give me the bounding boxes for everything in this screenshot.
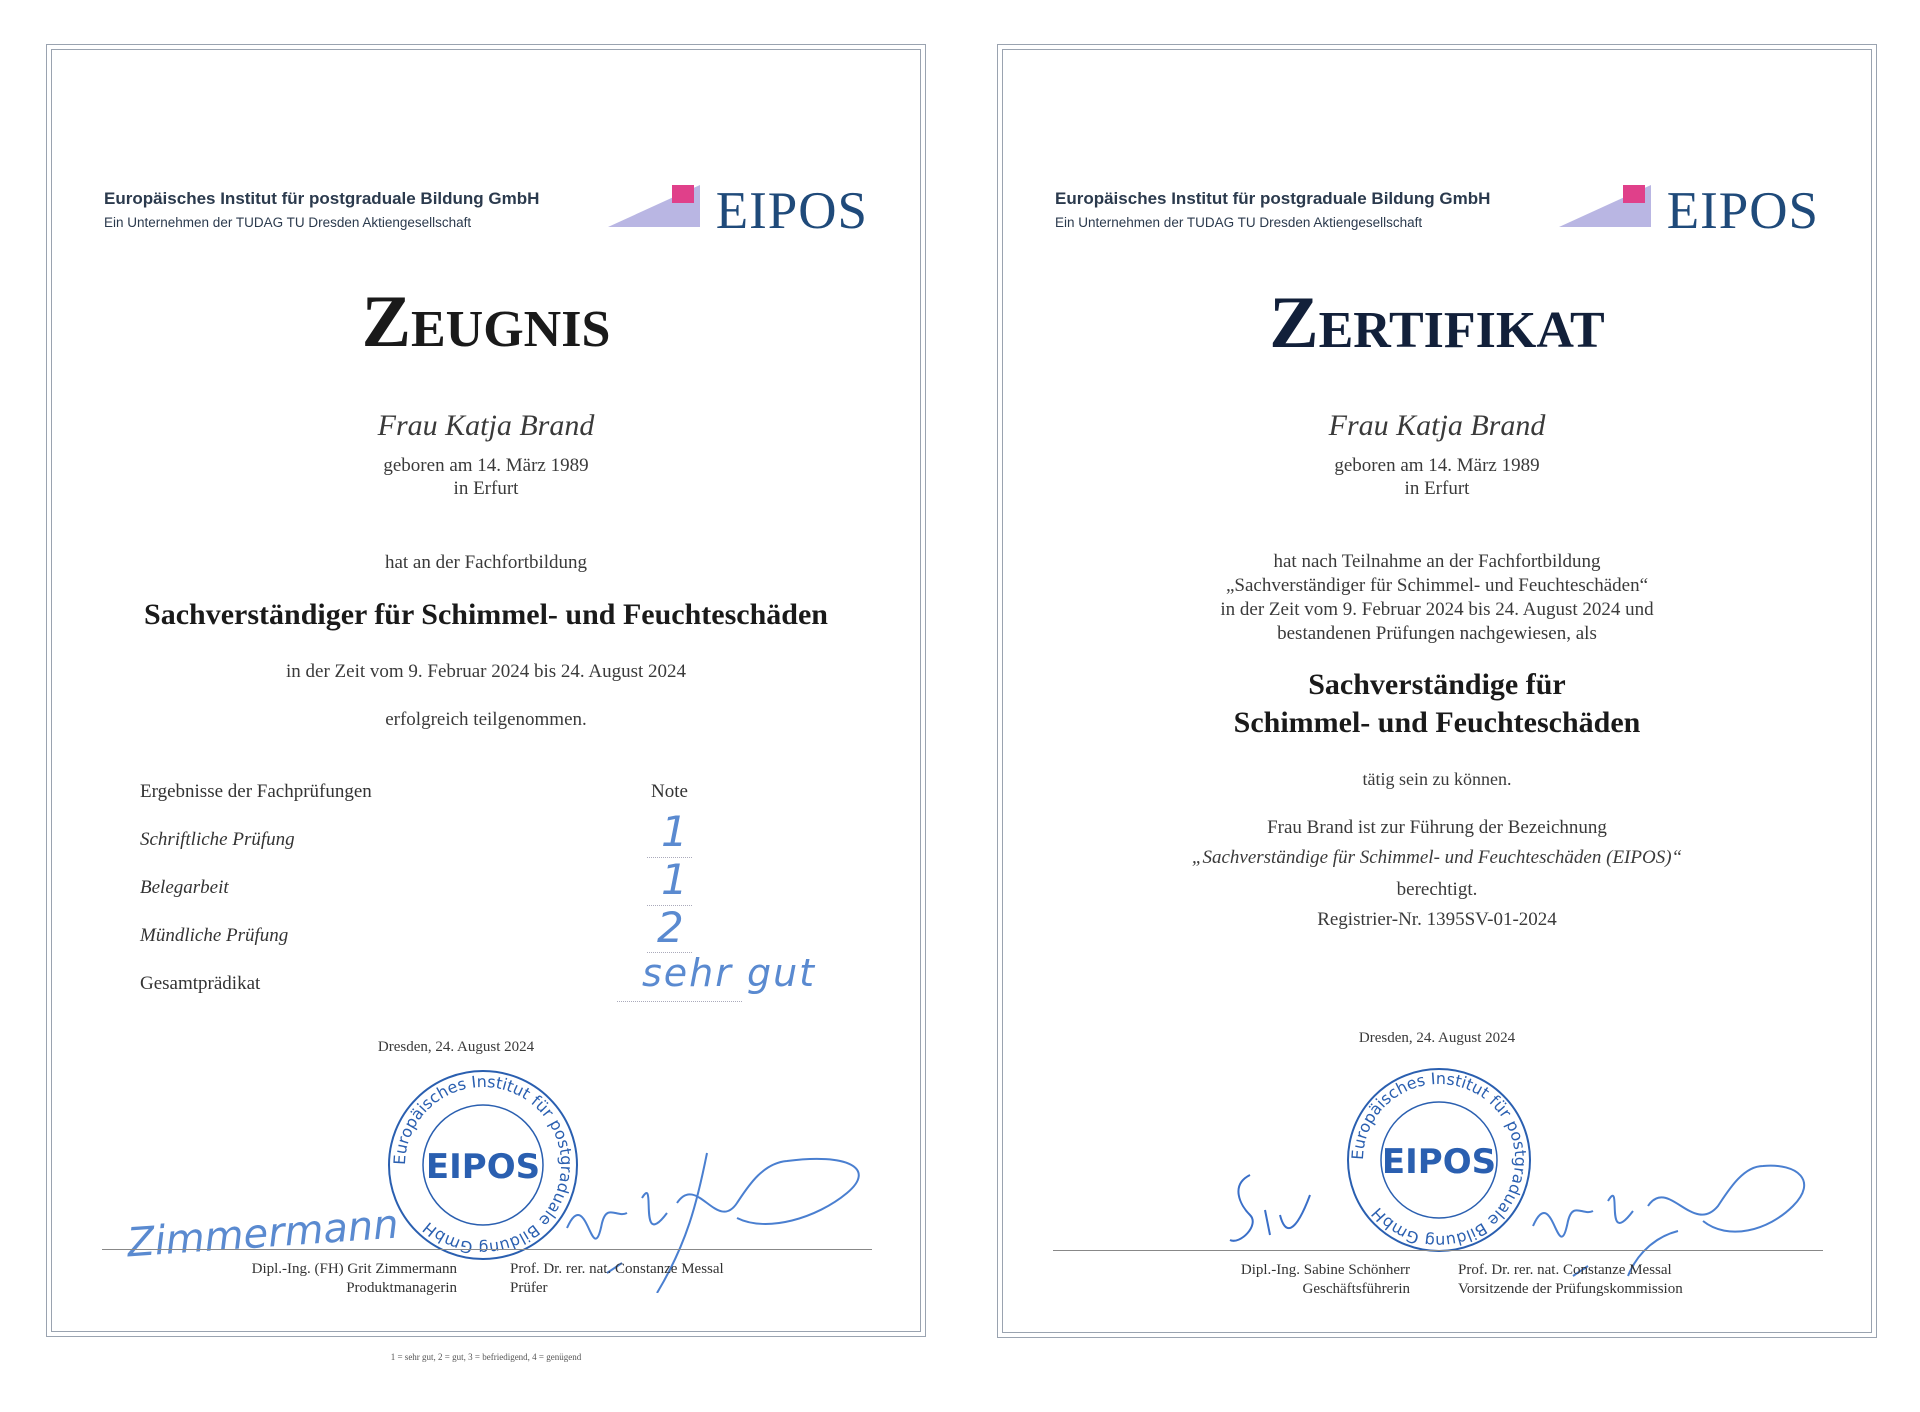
grade-scale-footnote: 1 = sehr gut, 2 = gut, 3 = befriedigend, 4 = genügend [390, 1352, 582, 1362]
signatory-2-name: Prof. Dr. rer. nat. Constanze Messal [510, 1261, 724, 1277]
row-label-written: Schriftliche Prüfung [140, 829, 295, 850]
results-heading: Ergebnisse der Fachprüfungen [140, 781, 372, 802]
overall-grade: sehr gut [642, 951, 817, 995]
course-subject: Sachverständiger für Schimmel- und Feuchteschäden [144, 598, 828, 631]
recipient-name: Frau Katja Brand [1328, 409, 1546, 442]
overall-label: Gesamtprädikat [140, 973, 261, 994]
recipient-name: Frau Katja Brand [377, 409, 595, 442]
birth-place: in Erfurt [1404, 478, 1470, 499]
grade-written: 1 [661, 807, 688, 856]
intro-text: hat an der Fachfortbildung [384, 552, 588, 573]
signatory-1 [177, 1260, 457, 1298]
place-date: Dresden, 24. August 2024 [1358, 1030, 1516, 1046]
signature-line [102, 1249, 872, 1250]
stamp-center-text: EIPOS [1381, 1142, 1497, 1182]
signatory-2-role: Vorsitzende der Prüfungskommission [1458, 1281, 1683, 1297]
institute-name: Europäisches Institut für postgraduale Bildung GmbH [104, 189, 540, 208]
row-label-thesis: Belegarbeit [140, 877, 229, 898]
signatory-1-role: Geschäftsführerin [1302, 1281, 1410, 1297]
intro-line-4: bestandenen Prüfungen nachgewiesen, als [1277, 623, 1597, 644]
zeugnis-document [46, 44, 926, 1337]
logo-wedge-icon [1559, 185, 1651, 227]
signatory-1-name: Dipl.-Ing. Sabine Schönherr [1240, 1262, 1410, 1278]
document-title: Zertifikat [1269, 282, 1605, 364]
svg-text:Europäisches Institut für post: Europäisches Institut für postgraduale Bildung GmbH [389, 1071, 577, 1259]
signatory-1 [1138, 1261, 1410, 1299]
document-title: Zeugnis [361, 281, 611, 363]
svg-text:Europäisches Institut für post: Europäisches Institut für postgraduale Bildung GmbH [1347, 1068, 1531, 1252]
signatory-1-name: Dipl.-Ing. (FH) Grit Zimmermann [251, 1261, 457, 1277]
intro-line-2: „Sachverständiger für Schimmel- und Feuchteschäden“ [1225, 575, 1649, 596]
birth-place: in Erfurt [453, 478, 519, 499]
qualification-line-2: Schimmel- und Feuchteschäden [1233, 706, 1641, 739]
success-text: erfolgreich teilgenommen. [385, 709, 587, 730]
header [104, 145, 868, 240]
designation-line-1: Frau Brand ist zur Führung der Bezeichnung [1267, 817, 1607, 838]
header [1055, 145, 1819, 240]
grade-dotline [617, 1001, 742, 1002]
signatory-2-name: Prof. Dr. rer. nat. Constanze Messal [1458, 1262, 1672, 1278]
course-period: in der Zeit vom 9. Februar 2024 bis 24. August 2024 [285, 661, 687, 682]
place-date: Dresden, 24. August 2024 [377, 1039, 535, 1055]
birth-date: geboren am 14. März 1989 [383, 455, 589, 476]
institute-name: Europäisches Institut für postgraduale Bildung GmbH [1055, 189, 1491, 208]
zertifikat-document [997, 44, 1877, 1338]
intro-line-1: hat nach Teilnahme an der Fachfortbildung [1273, 551, 1601, 572]
registration-number: Registrier-Nr. 1395SV-01-2024 [1317, 909, 1557, 930]
signatory-1-role: Produktmanagerin [346, 1280, 457, 1296]
logo-text: EIPOS [715, 182, 868, 240]
stamp-center-text: EIPOS [425, 1147, 541, 1187]
able-text: tätig sein zu können. [1362, 769, 1512, 789]
institute-subtitle: Ein Unternehmen der TUDAG TU Dresden Aktiengesellschaft [104, 215, 472, 230]
signatory-2-role: Prüfer [510, 1280, 548, 1296]
signatory-2 [1458, 1261, 1788, 1299]
birth-date: geboren am 14. März 1989 [1334, 455, 1540, 476]
official-stamp [1344, 1065, 1534, 1255]
intro-line-3: in der Zeit vom 9. Februar 2024 bis 24. August 2024 und [1220, 599, 1654, 620]
signature-schoenherr [1220, 1165, 1330, 1255]
designation-line-2: „Sachverständige für Schimmel- und Feuchteschäden (EIPOS)“ [1191, 847, 1683, 868]
qualification-line-1: Sachverständige für [1308, 668, 1566, 701]
eipos-logo [1559, 181, 1819, 240]
eipos-logo [608, 181, 868, 240]
logo-text: EIPOS [1666, 182, 1819, 240]
signature-line [1053, 1250, 1823, 1251]
row-label-oral: Mündliche Prüfung [140, 925, 289, 946]
logo-wedge-icon [608, 185, 700, 227]
institute-subtitle: Ein Unternehmen der TUDAG TU Dresden Aktiengesellschaft [1055, 215, 1423, 230]
grade-heading: Note [651, 781, 688, 802]
grade-thesis: 1 [661, 855, 688, 904]
signature-zimmermann: Zimmermann [125, 1201, 400, 1267]
signatory-2 [510, 1260, 830, 1298]
grade-oral: 2 [657, 903, 684, 952]
designation-line-3: berechtigt. [1396, 879, 1478, 900]
